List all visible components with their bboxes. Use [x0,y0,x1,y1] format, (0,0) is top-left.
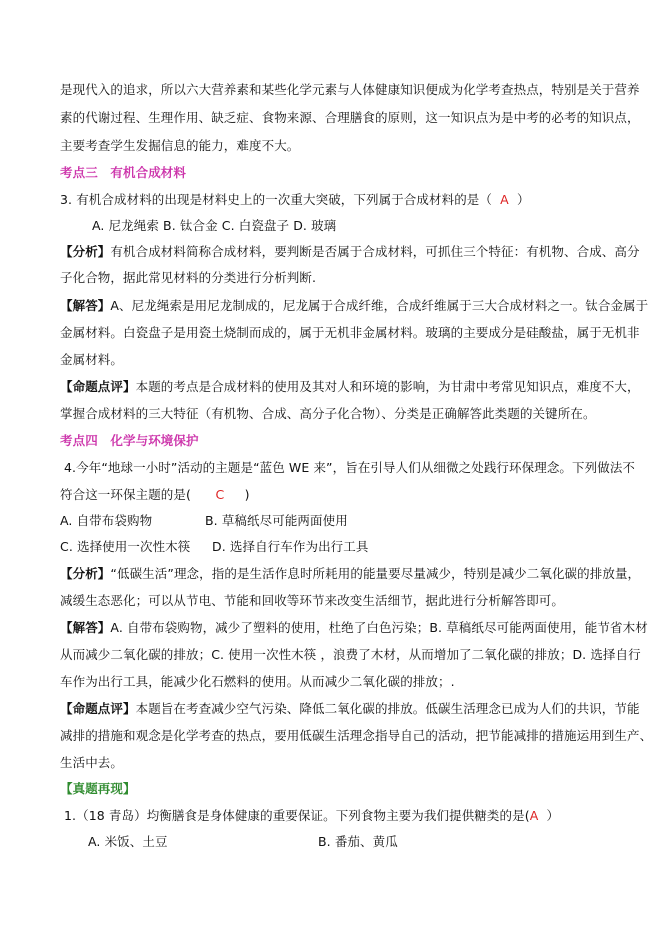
q3-analysis-line-1 [60,244,640,260]
q4-answer-text-1: A. 自带布袋购物，减少了塑料的使用，杜绝了白色污染；B. 草稿纸尽可能两面使用，能节省木材 [110,620,648,635]
question-4-option-d: D. 选择自行车作为出行工具 [212,539,369,554]
q3-answer-line-3: 金属材料。 [60,352,124,367]
q3-comment-line-1 [60,379,640,395]
q3-answer-line-1 [60,298,648,314]
comment-tag: 【命题点评】 [60,379,136,394]
question-4-line-1: 4.今年“地球一小时”活动的主题是“蓝色 WE 来”，旨在引导人们从细微之处践行环保理念。下列做法不 [64,460,636,475]
question-3-options: A. 尼龙绳索 B. 钛合金 C. 白瓷盘子 D. 玻璃 [92,218,337,233]
q3-answer-line-2: 金属材料。白瓷盘子是用瓷土烧制而成的，属于无机非金属材料。玻璃的主要成分是硅酸盐，属于无机非 [60,325,640,340]
q4-comment-line-3: 生活中去。 [60,755,124,770]
q4-analysis-text-1: “低碳生活”理念，指的是生活作息时所耗用的能量要尽量减少，特别是减少二氧化碳的排放量， [110,566,641,581]
question-4-text: 符合这一环保主题的是( [60,487,191,502]
question-4-option-a: A. 自带布袋购物 [60,513,153,528]
comment-tag: 【命题点评】 [60,701,136,716]
real-question-1-option-a: A. 米饭、土豆 [88,834,168,849]
question-4-line-2 [60,487,250,503]
q3-comment-text-1: 本题的考点是合成材料的使用及其对人和环境的影响，为甘肃中考常见知识点，难度不大， [135,379,640,394]
real-question-1-text: 1.（18 青岛）均衡膳食是身体健康的重要保证。下列食物主要为我们提供糖类的是( [64,808,530,823]
q3-answer-text-1: A、尼龙绳索是用尼龙制成的，尼龙属于合成纤维，合成纤维属于三大合成材料之一。钛合金属于 [110,298,649,313]
q4-comment-text-1: 本题旨在考查减少空气污染、降低二氧化碳的排放。低碳生活理念已成为人们的共识，节能 [135,701,640,716]
answer-tag: 【解答】 [60,298,111,313]
real-question-1-close: ） [546,808,560,823]
analysis-tag: 【分析】 [60,244,111,259]
question-3-text: 3. 有机合成材料的出现是材料史上的一次重大突破，下列属于合成材料的是（ [60,192,493,207]
q3-analysis-text-1: 有机合成材料简称合成材料，要判断是否属于合成材料，可抓住三个特征：有机物、合成、高分 [110,244,640,259]
q4-answer-line-1 [60,620,648,636]
question-4-option-c: C. 选择使用一次性木筷 [60,539,191,554]
section-3-heading: 考点三 有机合成材料 [60,165,187,180]
question-3 [60,192,530,208]
q4-analysis-line-2: 减缓生态恶化；可以从节电、节能和回收等环节来改变生活细节，据此进行分析解答即可。 [60,593,565,608]
intro-line-3: 主要考查学生发掘信息的能力，难度不大。 [60,138,300,153]
real-question-1 [64,808,559,824]
real-exam-heading: 【真题再现】 [60,781,136,796]
intro-line-1: 是现代入的追求，所以六大营养素和某些化学元素与人体健康知识便成为化学考查热点，特别是关于营养 [60,82,640,97]
real-question-1-answer: A [529,808,539,823]
question-4-close: ) [244,487,250,502]
question-4-answer: C [215,487,225,502]
answer-tag: 【解答】 [60,620,111,635]
analysis-tag: 【分析】 [60,566,111,581]
q4-analysis-line-1 [60,566,640,582]
q3-analysis-line-2: 子化合物，据此常见材料的分类进行分析判断. [60,270,317,285]
q4-comment-line-1 [60,701,640,717]
q3-comment-line-2: 掌握合成材料的三大特征（有机物、合成、高分子化合物）、分类是正确解答此类题的关键所在。 [60,406,596,421]
section-4-heading: 考点四 化学与环境保护 [60,433,199,448]
real-question-1-option-b: B. 番茄、黄瓜 [318,834,398,849]
question-3-close: ） [516,192,530,207]
question-3-answer: A [500,192,509,207]
q4-comment-line-2: 减排的措施和观念是化学考查的热点，要用低碳生活理念指导自己的活动，把节能减排的措施运用到生产、 [60,728,653,743]
intro-line-2: 素的代谢过程、生理作用、缺乏症、食物来源、合理膳食的原则，这一知识点为是中考的必考的知识点， [60,110,640,125]
q4-answer-line-3: 车作为出行工具，能减少化石燃料的使用。从而减少二氧化碳的排放；. [60,674,455,689]
q4-answer-line-2: 从而减少二氧化碳的排放；C. 使用一次性木筷 ，浪费了木材，从而增加了二氧化碳的排放；D. 选择自行 [60,647,641,662]
question-4-option-b: B. 草稿纸尽可能两面使用 [205,513,348,528]
